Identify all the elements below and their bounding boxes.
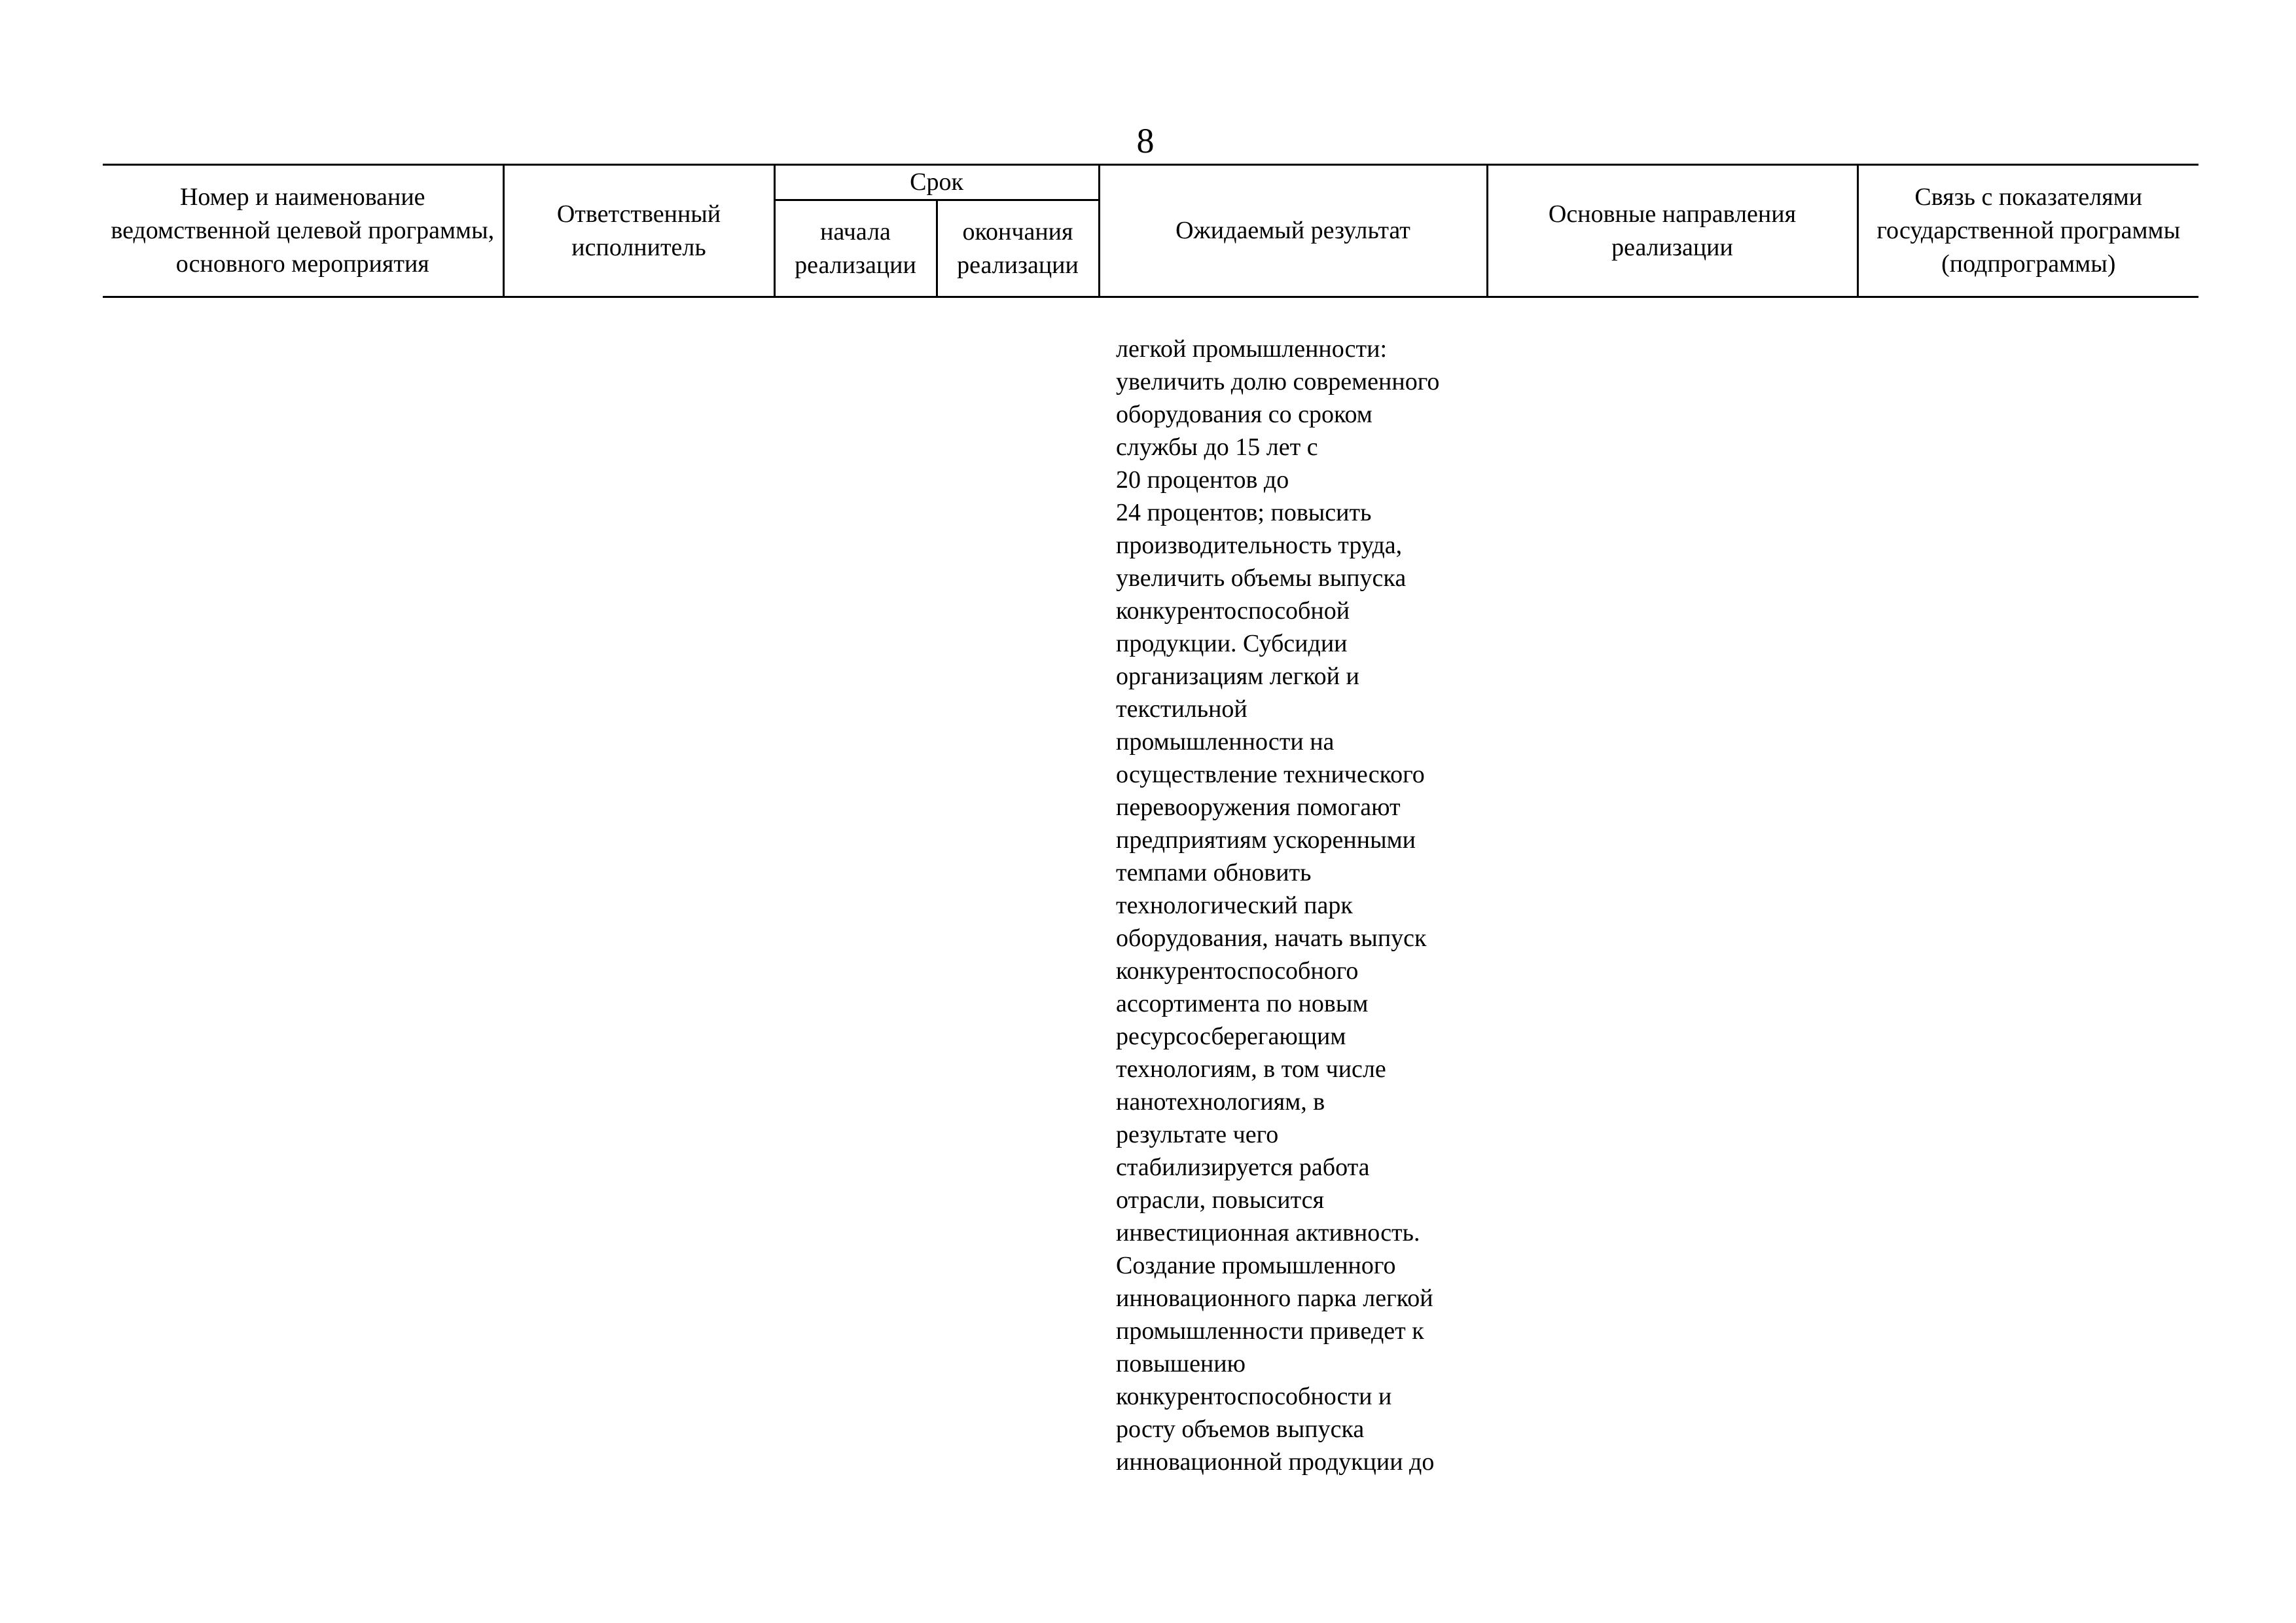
expected-result-line: производительность труда, (1116, 532, 1403, 559)
header-responsible-executor: Ответственный исполнитель (503, 165, 774, 297)
expected-result-line: инновационного парка легкой (1116, 1285, 1433, 1312)
expected-result-line: конкурентоспособной (1116, 597, 1350, 625)
expected-result-line: инновационной продукции до (1116, 1448, 1435, 1476)
expected-result-line: конкурентоспособного (1116, 957, 1359, 985)
expected-result-line: 24 процентов; повысить (1116, 499, 1372, 526)
expected-result-line: конкурентоспособности и (1116, 1383, 1392, 1410)
expected-result-line: легкой промышленности: (1116, 335, 1388, 363)
expected-result-line: текстильной (1116, 695, 1247, 723)
header-program-link: Связь с показателями государственной программы (подпрограммы) (1857, 165, 2198, 297)
expected-result-line: результате чего (1116, 1121, 1279, 1148)
table-header (103, 164, 2198, 298)
expected-result-line: отрасли, повысится (1116, 1186, 1325, 1214)
header-term: Срок (774, 165, 1099, 200)
expected-result-line: промышленности на (1116, 728, 1335, 756)
page-number: 8 (1136, 121, 1155, 160)
expected-result-line: ассортимента по новым (1116, 990, 1369, 1017)
expected-result-line: оборудования, начать выпуск (1116, 924, 1427, 952)
header-term-end: окончания реализации (937, 200, 1099, 297)
expected-result-line: ресурсосберегающим (1116, 1023, 1346, 1050)
expected-result-line: службы до 15 лет с (1116, 433, 1318, 461)
expected-result-line: увеличить объемы выпуска (1116, 564, 1407, 592)
expected-result-line: технологиям, в том числе (1116, 1055, 1386, 1083)
expected-result-line: увеличить долю современного (1116, 368, 1440, 395)
expected-result-line: 20 процентов до (1116, 466, 1289, 494)
expected-result-line: технологический парк (1116, 892, 1353, 919)
header-expected-result: Ожидаемый результат (1099, 165, 1487, 297)
expected-result-line: нанотехнологиям, в (1116, 1088, 1325, 1116)
expected-result-line: промышленности приведет к (1116, 1317, 1424, 1345)
expected-result-line: Создание промышленного (1116, 1252, 1396, 1279)
expected-result-line: перевооружения помогают (1116, 793, 1401, 821)
expected-result-line: инвестиционная активность. (1116, 1219, 1420, 1247)
expected-result-line: оборудования со сроком (1116, 401, 1372, 428)
expected-result-text (1116, 333, 1496, 1478)
header-term-start: начала реализации (774, 200, 937, 297)
expected-result-line: организациям легкой и (1116, 663, 1359, 690)
expected-result-line: продукции. Субсидии (1116, 630, 1348, 657)
expected-result-line: предприятиям ускоренными (1116, 826, 1416, 854)
header-main-directions: Основные направления реализации (1487, 165, 1857, 297)
header-program-name: Номер и наименование ведомственной целевой программы, основного мероприятия (103, 165, 503, 297)
expected-result-line: повышению (1116, 1350, 1246, 1377)
expected-result-line: темпами обновить (1116, 859, 1312, 886)
expected-result-line: росту объемов выпуска (1116, 1415, 1365, 1443)
expected-result-line: осуществление технического (1116, 761, 1425, 788)
expected-result-line: стабилизируется работа (1116, 1154, 1370, 1181)
